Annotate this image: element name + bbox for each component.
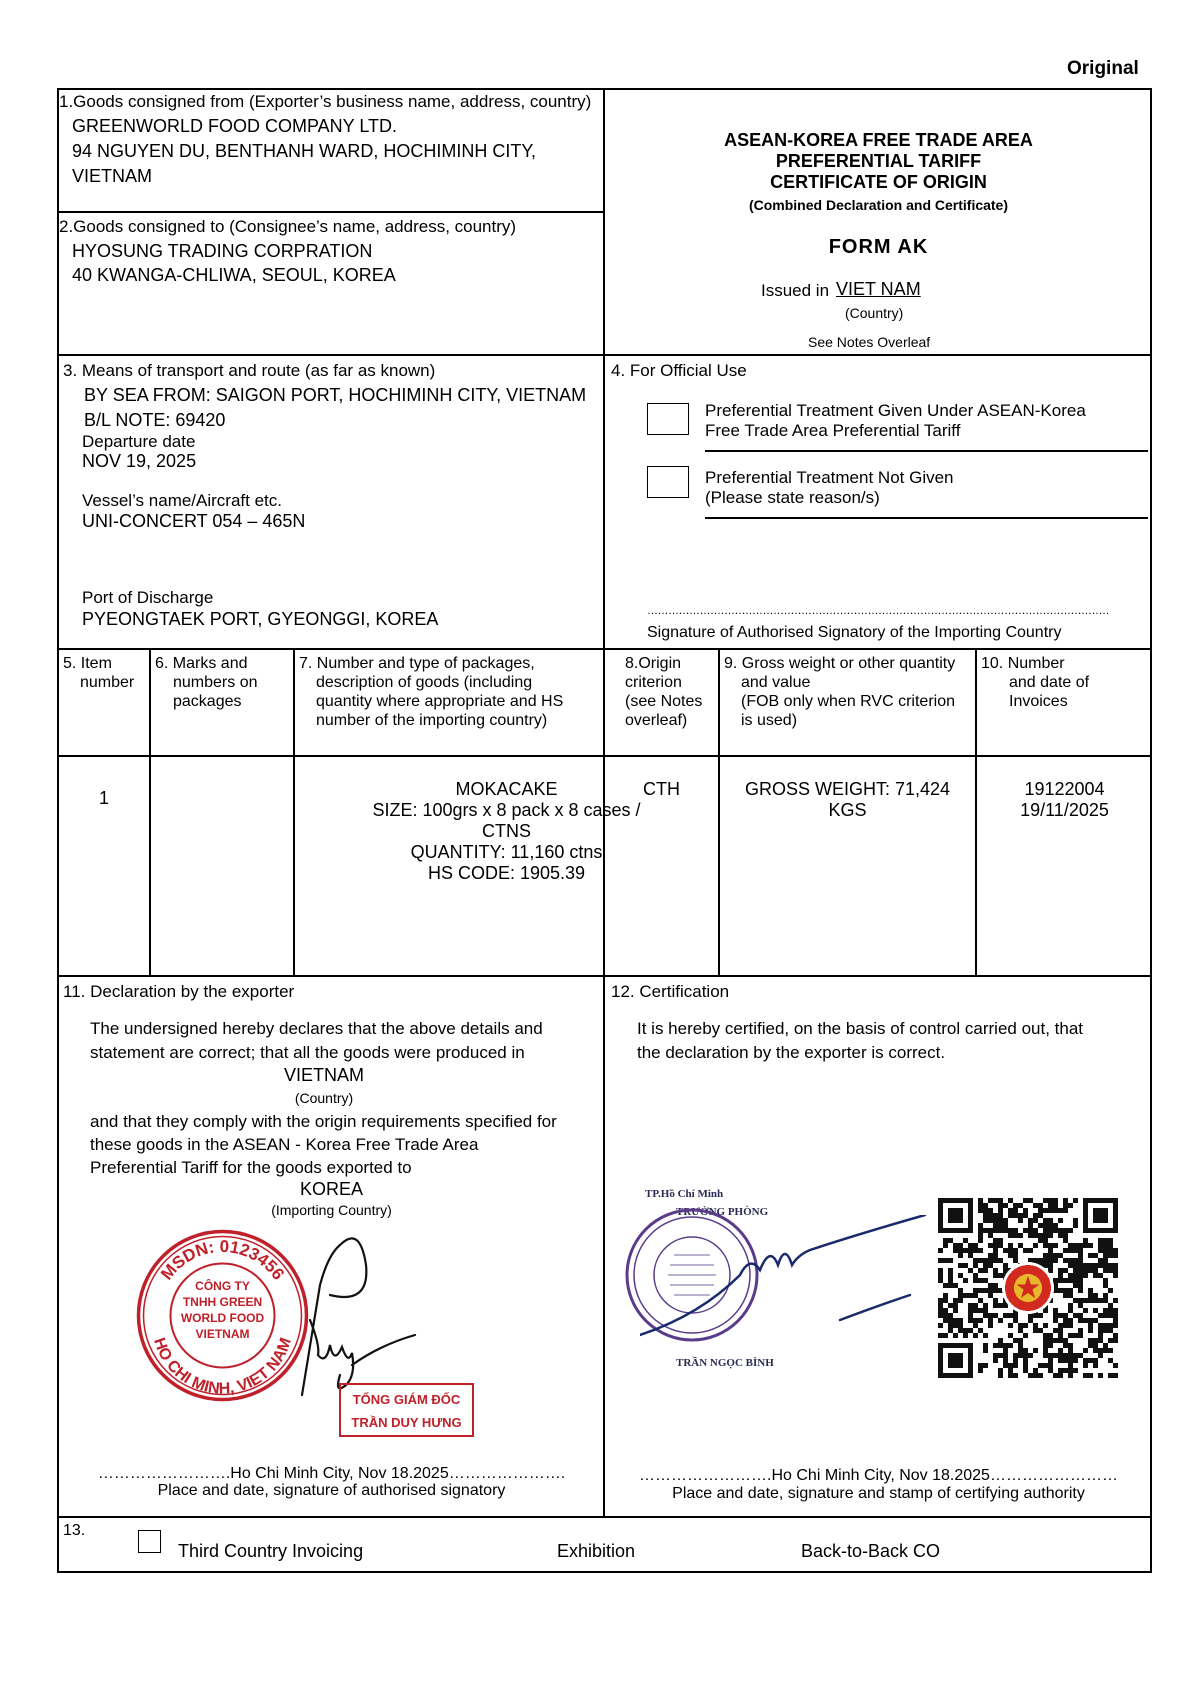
- form-name: FORM AK: [828, 236, 929, 258]
- option-given-line1: Preferential Treatment Given Under ASEAN-Korea: [705, 401, 1086, 420]
- preferential-given-checkbox[interactable]: [647, 403, 689, 435]
- importing-signature-caption: Signature of Authorised Signatory of the Importing Country: [647, 624, 1062, 641]
- rule: [705, 517, 1148, 519]
- title-line-1: ASEAN-KOREA FREE TRADE AREA: [724, 130, 1033, 150]
- title-line-3: CERTIFICATE OF ORIGIN: [770, 172, 987, 192]
- preferential-not-given-checkbox[interactable]: [647, 466, 689, 498]
- option-not-given-line2: (Please state reason/s): [705, 488, 880, 507]
- seal-ring-bottom: HO CHI MINH, VIET NAM: [150, 1335, 295, 1398]
- vessel-name: UNI-CONCERT 054 – 465N: [82, 511, 306, 531]
- qr-code: [938, 1198, 1118, 1378]
- bl-note: B/L NOTE: 69420: [84, 410, 226, 430]
- authority-title: TRƯỞNG PHÒNG: [676, 1206, 769, 1218]
- declaration-line-2: statement are correct; that all the goods were produced in: [90, 1043, 525, 1062]
- col-marks-header: 6. Marks and numbers on packages: [155, 655, 258, 710]
- exhibition-label: Exhibition: [557, 1541, 636, 1561]
- exporter-name: GREENWORLD FOOD COMPANY LTD.: [72, 116, 398, 136]
- company-seal: [135, 1228, 310, 1403]
- col-weight-header: 9. Gross weight or other quantity and value (FOB only when RVC criterion is used): [724, 655, 956, 729]
- col-origin-header: 8.Origin criterion (see Notes overleaf): [625, 655, 703, 729]
- box2-label: 2.Goods consigned to (Consignee’s name, address, country): [59, 217, 517, 236]
- exporter-country: VIETNAM: [72, 166, 153, 186]
- divider: [149, 648, 151, 976]
- gross-weight: GROSS WEIGHT: 71,424 KGS: [744, 779, 951, 820]
- box11-label: 11. Declaration by the exporter: [63, 982, 295, 1001]
- consignee-address: 40 KWANGA-CHLIWA, SEOUL, KOREA: [72, 265, 396, 285]
- col-item-number-header: 5. Item number: [63, 655, 135, 691]
- title-line-4: (Combined Declaration and Certificate): [748, 197, 1009, 213]
- exporter-place-caption: Place and date, signature of authorised signatory: [157, 1482, 506, 1499]
- exporter-place-date: …………………….Ho Chi Minh City, Nov 18.2025………………….: [97, 1465, 566, 1482]
- seal-line-2: TNHH GREEN: [182, 1295, 263, 1309]
- origin-criterion: CTH: [643, 779, 680, 799]
- third-country-checkbox[interactable]: [138, 1530, 161, 1553]
- declaration-line-4: these goods in the ASEAN - Korea Free Trade Area: [90, 1135, 479, 1154]
- signature-dots: ……………………………………………………………………………………………………………………: [647, 605, 1109, 617]
- discharge-label: Port of Discharge: [82, 588, 214, 607]
- discharge-port: PYEONGTAEK PORT, GYEONGGI, KOREA: [82, 609, 439, 629]
- box12-label: 12. Certification: [611, 982, 730, 1001]
- director-title-stamp: TỔNG GIÁM ĐỐC TRẦN DUY HƯNG: [339, 1383, 474, 1437]
- departure-label: Departure date: [82, 432, 196, 451]
- divider: [57, 755, 1152, 757]
- authority-place-caption: Place and date, signature and stamp of certifying authority: [672, 1485, 1085, 1502]
- issued-in-label: Issued in: [761, 281, 830, 300]
- seal-line-4: VIETNAM: [195, 1327, 250, 1341]
- seal-line-3: WORLD FOOD: [180, 1311, 265, 1325]
- authority-place-date: …………………….Ho Chi Minh City, Nov 18.2025……………………: [639, 1467, 1118, 1484]
- option-given-line2: Free Trade Area Preferential Tariff: [705, 421, 961, 440]
- consignee-name: HYOSUNG TRADING CORPRATION: [72, 241, 373, 261]
- importing-caption: (Importing Country): [271, 1202, 392, 1218]
- box1-label: 1.Goods consigned from (Exporter’s business name, address, country): [59, 92, 592, 111]
- divider: [57, 1516, 1152, 1518]
- invoice-info: 19122004 19/11/2025: [1020, 779, 1109, 820]
- country-caption: (Country): [845, 305, 904, 321]
- col-invoice-header: 10. Number and date of Invoices: [981, 655, 1090, 710]
- authority-name: TRẦN NGỌC BÌNH: [676, 1357, 774, 1369]
- exporter-address: 94 NGUYEN DU, BENTHANH WARD, HOCHIMINH CITY,: [72, 141, 537, 161]
- issued-in-country: VIET NAM: [836, 279, 921, 299]
- vessel-label: Vessel’s name/Aircraft etc.: [82, 491, 282, 510]
- third-country-label: Third Country Invoicing: [178, 1541, 364, 1561]
- seal-ring-top: MSDN: 0123456: [157, 1236, 289, 1284]
- goods-description: MOKACAKE SIZE: 100grs x 8 pack x 8 cases / CTNS QUANTITY: 11,160 ctns HS CODE: 1905.39: [372, 779, 641, 883]
- rule: [705, 450, 1148, 452]
- authority-city: TP.Hồ Chí Minh: [645, 1188, 724, 1200]
- box4-label: 4. For Official Use: [611, 361, 747, 380]
- divider: [57, 648, 1152, 650]
- declaration-line-5: Preferential Tariff for the goods exported to: [90, 1158, 412, 1177]
- transport-route: BY SEA FROM: SAIGON PORT, HOCHIMINH CITY, VIETNAM: [84, 385, 587, 405]
- option-not-given-line1: Preferential Treatment Not Given: [705, 468, 954, 487]
- back-to-back-label: Back-to-Back CO: [801, 1541, 941, 1561]
- importing-country: KOREA: [299, 1179, 364, 1199]
- producing-country: VIETNAM: [283, 1065, 364, 1085]
- authority-signature: [640, 1215, 930, 1345]
- seal-line-1: CÔNG TY: [195, 1279, 250, 1293]
- divider: [57, 354, 1152, 356]
- item-number: 1: [98, 788, 109, 808]
- divider: [57, 975, 1152, 977]
- box13-label: 13.: [63, 1522, 86, 1539]
- see-notes: See Notes Overleaf: [808, 334, 931, 350]
- title-line-2: PREFERENTIAL TARIFF: [775, 151, 982, 171]
- col-description-header: 7. Number and type of packages, description of goods (including quantity where appropriate and HS number of the importing country): [299, 655, 564, 729]
- certification-line-1: It is hereby certified, on the basis of control carried out, that: [637, 1019, 1084, 1038]
- box3-label: 3. Means of transport and route (as far as known): [63, 361, 436, 380]
- declaration-line-1: The undersigned hereby declares that the above details and: [90, 1019, 543, 1038]
- certification-line-2: the declaration by the exporter is correct.: [637, 1043, 946, 1062]
- copy-label: Original: [1067, 58, 1139, 79]
- country-caption: (Country): [294, 1090, 354, 1106]
- departure-date: NOV 19, 2025: [82, 451, 197, 471]
- declaration-line-3: and that they comply with the origin requirements specified for: [90, 1112, 557, 1131]
- divider: [57, 211, 605, 213]
